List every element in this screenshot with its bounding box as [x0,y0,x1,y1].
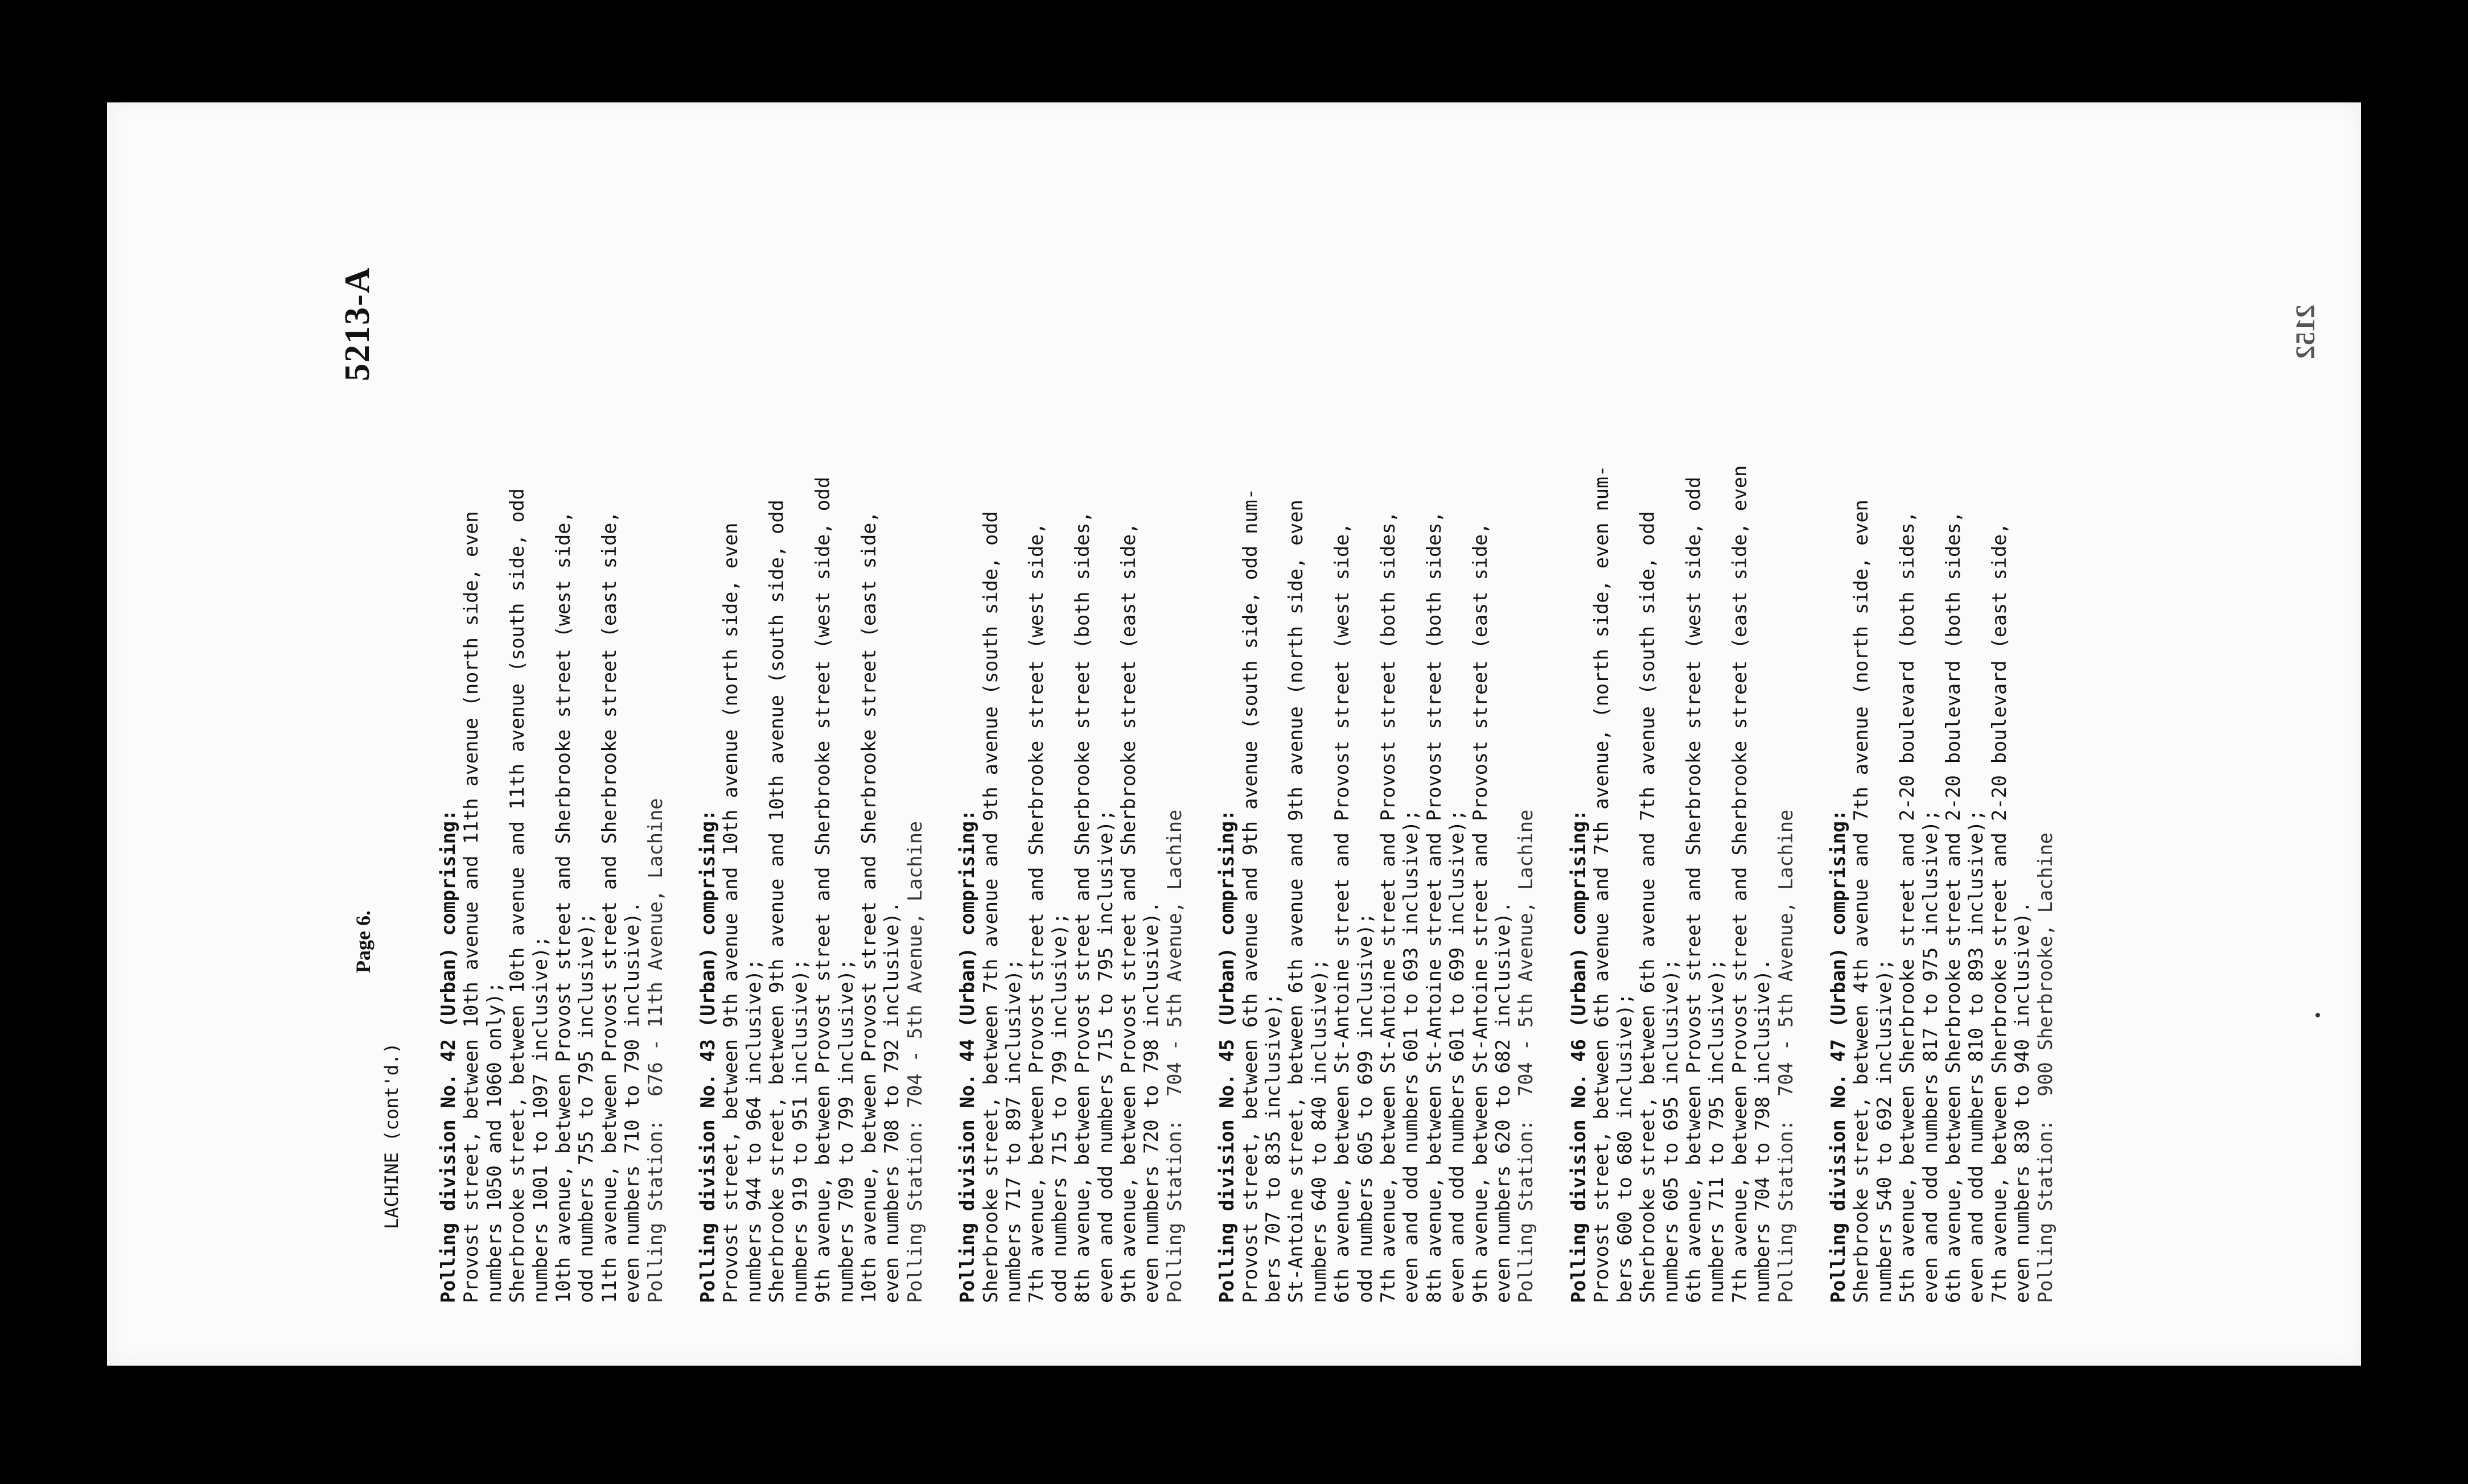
division-line: 6th avenue, between Provost street and Sherbrooke street (west side, odd [1682,476,1705,1303]
division-line: Provost street, between 10th avenue and 11th avenue (north side, even [460,511,483,1303]
division-title: Polling division No. 45 (Urban) comprising: [1216,809,1239,1303]
polling-division [437,0,667,1303]
division-line: Sherbrooke street, between 4th avenue and 7th avenue (north side, even [1850,500,1873,1303]
reference-number: 5213-A [338,266,377,381]
division-line: numbers 717 to 897 inclusive); [1002,958,1025,1303]
division-line: Sherbrooke street, between 10th avenue and 11th avenue (south side, odd [506,488,529,1303]
dust-speck [2315,1013,2320,1017]
polling-division [1216,0,1538,1303]
polling-station: Polling Station: 704 - 5th Avenue, Lachine [1163,809,1186,1303]
division-line: numbers 704 to 798 inclusive). [1751,958,1774,1303]
division-line: numbers 640 to 840 inclusive); [1307,958,1330,1303]
division-title: Polling division No. 46 (Urban) comprising: [1567,809,1590,1303]
division-line: even and odd numbers 817 to 975 inclusive); [1919,809,1942,1303]
division-line: even numbers 620 to 682 inclusive). [1492,901,1515,1303]
division-line: bers 707 to 835 inclusive); [1262,993,1284,1303]
division-line: numbers 605 to 695 inclusive); [1659,958,1682,1303]
division-title: Polling division No. 43 (Urban) comprising: [697,809,719,1303]
division-line: numbers 709 to 799 inclusive); [834,958,857,1303]
division-line: 8th avenue, between Provost street and Sherbrooke street (both sides, [1071,511,1094,1303]
division-line: St-Antoine street, between 6th avenue and 9th avenue (north side, even [1285,500,1307,1303]
division-line: Sherbrooke street, between 6th avenue and 7th avenue (south side, odd [1636,511,1659,1303]
division-line: even numbers 710 to 790 inclusive). [621,901,644,1303]
division-line: even and odd numbers 715 to 795 inclusive); [1094,809,1117,1303]
division-line: numbers 711 to 795 inclusive); [1705,958,1728,1303]
division-line: 5th avenue, between Sherbrooke street and 2-20 boulevard (both sides, [1896,511,1919,1303]
division-line: even and odd numbers 601 to 699 inclusive); [1446,809,1469,1303]
polling-station: Polling Station: 704 - 5th Avenue, Lachine [903,821,926,1303]
polling-division [956,0,1186,1303]
division-line: bers 600 to 680 inclusive); [1613,993,1636,1303]
division-title: Polling division No. 42 (Urban) comprising: [437,809,459,1303]
division-line: even numbers 830 to 940 inclusive). [2011,901,2034,1303]
division-title: Polling division No. 47 (Urban) comprising: [1827,809,1849,1303]
division-line: 7th avenue, between Provost street and Sherbrooke street (east side, even [1728,465,1751,1303]
division-line: 7th avenue, between St-Antoine street and Provost street (both sides, [1377,511,1400,1303]
page-label: Page 6. [352,910,375,973]
division-line: odd numbers 755 to 795 inclusive); [575,913,598,1303]
division-line: 10th avenue, between Provost street and Sherbrooke street (west side, [552,511,575,1303]
division-line: Provost street, between 6th avenue and 9th avenue (south side, odd num- [1239,488,1261,1303]
division-line: even and odd numbers 810 to 893 inclusive); [1965,809,1988,1303]
division-line: even and odd numbers 601 to 693 inclusive); [1400,809,1422,1303]
division-line: Provost street, between 6th avenue and 7th avenue, (north side, even num- [1590,465,1613,1303]
division-line: 9th avenue, between Provost street and Sherbrooke street (east side, [1117,522,1140,1303]
polling-division [697,0,927,1303]
division-line: numbers 1050 and 1060 only); [483,982,505,1303]
rotated-page-content [338,199,2287,1303]
division-line: 10th avenue, between Provost street and Sherbrooke street (east side, [857,511,880,1303]
division-line: Sherbrooke street, between 7th avenue and 9th avenue (south side, odd [979,511,1002,1303]
polling-station: Polling Station: 704 - 5th Avenue, Lachine [1515,809,1537,1303]
division-line: numbers 540 to 692 inclusive); [1873,958,1895,1303]
division-line: 9th avenue, between St-Antoine street and Provost street (east side, [1469,522,1491,1303]
polling-division [1827,0,2057,1303]
division-line: odd numbers 715 to 799 inclusive); [1048,913,1071,1303]
division-line: Sherbrooke street, between 9th avenue and 10th avenue (south side, odd [766,500,788,1303]
division-line: 11th avenue, between Provost street and Sherbrooke street (east side, [598,511,620,1303]
division-line: 6th avenue, between St-Antoine street and Provost street (west side, [1331,522,1354,1303]
division-line: 6th avenue, between Sherbrooke street and 2-20 boulevard (both sides, [1942,511,1964,1303]
division-line: even numbers 708 to 792 inclusive). [881,901,903,1303]
polling-station: Polling Station: 704 - 5th Avenue, Lachine [1774,809,1797,1303]
division-line: 7th avenue, between Sherbrooke street and 2-20 boulevard (east side, [1988,522,2010,1303]
division-line: 8th avenue, between St-Antoine street and Provost street (both sides, [1422,511,1445,1303]
section-heading: LACHINE (cont'd.) [381,1042,402,1229]
division-line: Provost street, between 9th avenue and 10th avenue (north side, even [719,522,742,1303]
division-line: numbers 919 to 951 inclusive); [788,958,811,1303]
division-line: even numbers 720 to 798 inclusive). [1140,901,1163,1303]
polling-division [1568,0,1797,1303]
division-line: numbers 944 to 964 inclusive); [742,958,765,1303]
polling-station: Polling Station: 676 - 11th Avenue, Lachine [644,798,667,1303]
division-line: 7th avenue, between Provost street and Sherbrooke street (west side, [1025,522,1048,1303]
bleed-through-page-number: 2152 [2290,304,2321,359]
polling-station: Polling Station: 900 Sherbrooke, Lachine [2034,832,2056,1303]
division-line: 9th avenue, between Provost street and Sherbrooke street (west side, odd [812,476,834,1303]
division-title: Polling division No. 44 (Urban) comprising: [956,809,979,1303]
document-page [107,102,2361,1366]
division-line: numbers 1001 to 1097 inclusive); [529,935,552,1303]
division-line: odd numbers 605 to 699 inclusive); [1354,913,1376,1303]
division-list [437,0,2087,1303]
